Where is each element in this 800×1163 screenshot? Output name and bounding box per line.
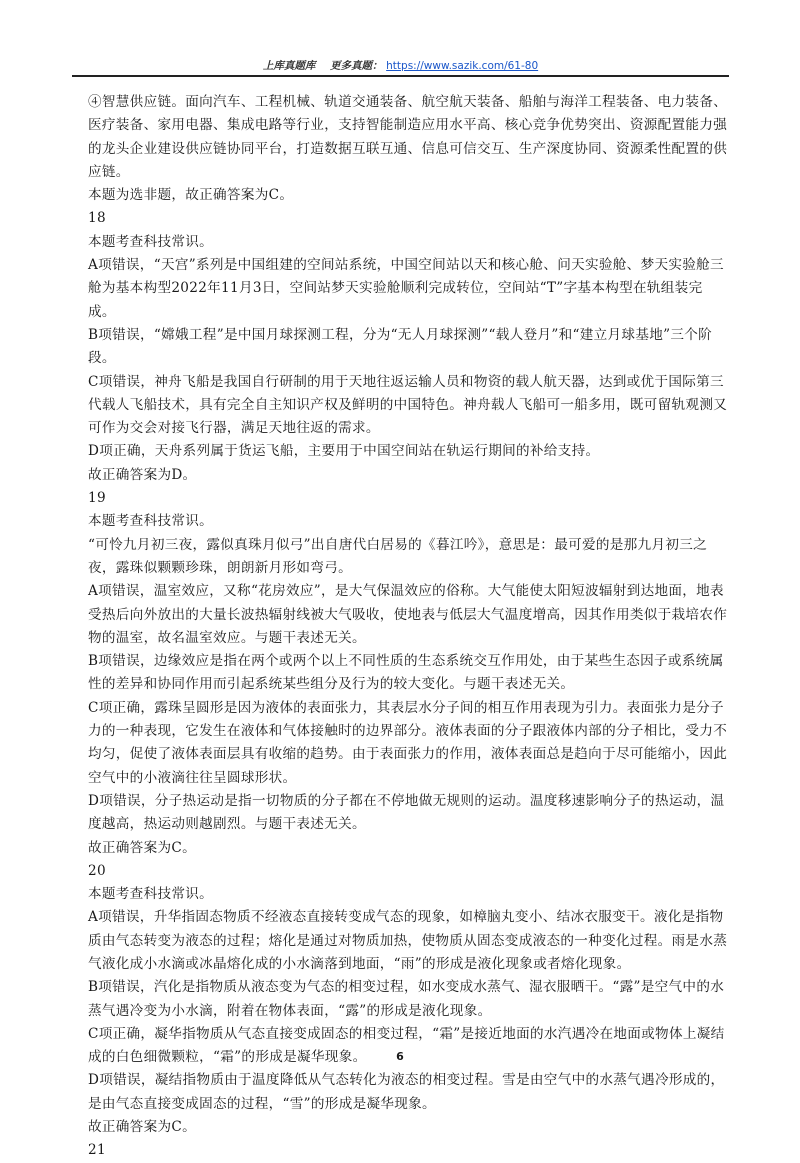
paragraph: 本题考查科技常识。 — [88, 233, 214, 250]
page-number: 6 — [396, 1050, 404, 1063]
paragraph: 故正确答案为D。 — [88, 466, 197, 483]
question-number: 20 — [88, 862, 106, 879]
page-header — [72, 58, 729, 75]
paragraph: D项错误，凝结指物质由于温度降低从气态转化为液态的相变过程。雪是由空气中的水蒸气遇冷形成的，是由气态直接变成固态的过程，“雪”的形成是凝华现象。 — [88, 1072, 725, 1112]
paragraph: A项错误，“天宫”系列是中国组建的空间站系统，中国空间站以天和核心舱、问天实验舱、梦天实验舱三舱为基本构型2022年11月3日，空间站梦天实验舱顺利完成转位，空间站“T”字基本构型在轨组装完成。 — [88, 257, 724, 320]
paragraph: B项错误，“嫦娥工程”是中国月球探测工程，分为“无人月球探测”“载人登月”和“建立月球基地”三个阶段。 — [88, 326, 713, 367]
header-url-link[interactable]: https://www.sazik.com/61-80 — [386, 60, 539, 72]
paragraph: C项正确，露珠呈圆形是因为液体的表面张力，其表层水分子间的相互作用表现为引力。表面张力是分子力的一种表现，它发生在液体和气体接触时的边界部分。液体表面的分子跟液体内部的分子相比，受力不均匀，促使了液体表面层具有收缩的趋势。由于表面张力的作用，液体表面总是趋向于尽可能缩小，因此空气中的小液滴往往呈圆球形状。 — [88, 699, 728, 786]
paragraph: “可怜九月初三夜，露似真珠月似弓”出自唐代白居易的《暮江吟》，意思是：最可爱的是那九月初三之夜，露珠似颗颗珍珠，朗朗新月形如弯弓。 — [88, 536, 708, 576]
paragraph: 本题为选非题，故正确答案为C。 — [88, 187, 294, 204]
paragraph: 本题考查科技常识。 — [88, 886, 214, 903]
paragraph: C项错误，神舟飞船是我国自行研制的用于天地往返运输人员和物资的载人航天器，达到或优于国际第三代载人飞船技术，具有完全自主知识产权及鲜明的中国特色。神舟载人飞船可一船多用，既可留轨观测又可作为交会对接飞行器，满足天地往返的需求。 — [88, 373, 728, 437]
header-source-label: 上库真题库 — [262, 60, 316, 72]
paragraph: C项正确，凝华指物质从气态直接变成固态的相变过程，“霜”是接近地面的水汽遇冷在地面或物体上凝结成的白色细微颗粒，“霜”的形成是凝华现象。 — [88, 1025, 725, 1066]
header-more-label: 更多真题： — [329, 60, 383, 72]
paragraph: ④智慧供应链。面向汽车、工程机械、轨道交通装备、航空航天装备、船舶与海洋工程装备、电力装备、医疗装备、家用电器、集成电路等行业，支持智能制造应用水平高、核心竞争优势突出、资源配置能力强的龙头企业建设供应链协同平台，打造数据互联互通、信息可信交互、生产深度协同、资源柔性配置的供应链。 — [88, 94, 728, 180]
paragraph: 故正确答案为C。 — [88, 839, 196, 856]
paragraph: B项错误，汽化是指物质从液态变为气态的相变过程，如水变成水蒸气、湿衣服晒干。“露”是空气中的水蒸气遇冷变为小水滴，附着在物体表面，“露”的形成是液化现象。 — [88, 979, 725, 1019]
document-body — [88, 91, 728, 1163]
question-number: 19 — [88, 490, 106, 507]
header-divider — [72, 75, 729, 77]
paragraph: B项错误，边缘效应是指在两个或两个以上不同性质的生态系统交互作用处，由于某些生态因子或系统属性的差异和协同作用而引起系统某些组分及行为的较大变化。与题干表述无关。 — [88, 653, 724, 693]
paragraph: 本题考查科技常识。 — [88, 513, 214, 530]
paragraph: A项错误，温室效应，又称“花房效应”，是大气保温效应的俗称。大气能使太阳短波辐射到达地面，地表受热后向外放出的大量长波热辐射线被大气吸收，使地表与低层大气温度增高，因其作用类似于栽培农作物的温室，故名温室效应。与题干表述无关。 — [88, 583, 728, 646]
paragraph: 故正确答案为C。 — [88, 1119, 196, 1136]
paragraph: A项错误，升华指固态物质不经液态直接转变成气态的现象，如樟脑丸变小、结冰衣服变干。液化是指物质由气态转变为液态的过程；熔化是通过对物质加热，使物质从固态变成液态的一种变化过程。雨是水蒸气液化成小水滴或冰晶熔化成的小水滴落到地面，“雨”的形成是液化现象或者熔化现象。 — [88, 909, 728, 972]
paragraph: D项正确，天舟系列属于货运飞船，主要用于中国空间站在轨运行期间的补给支持。 — [88, 443, 600, 460]
question-number: 18 — [88, 210, 106, 227]
question-number: 21 — [88, 1142, 106, 1159]
paragraph: D项错误，分子热运动是指一切物质的分子都在不停地做无规则的运动。温度移速影响分子的热运动，温度越高，热运动则越剧烈。与题干表述无关。 — [88, 792, 725, 833]
